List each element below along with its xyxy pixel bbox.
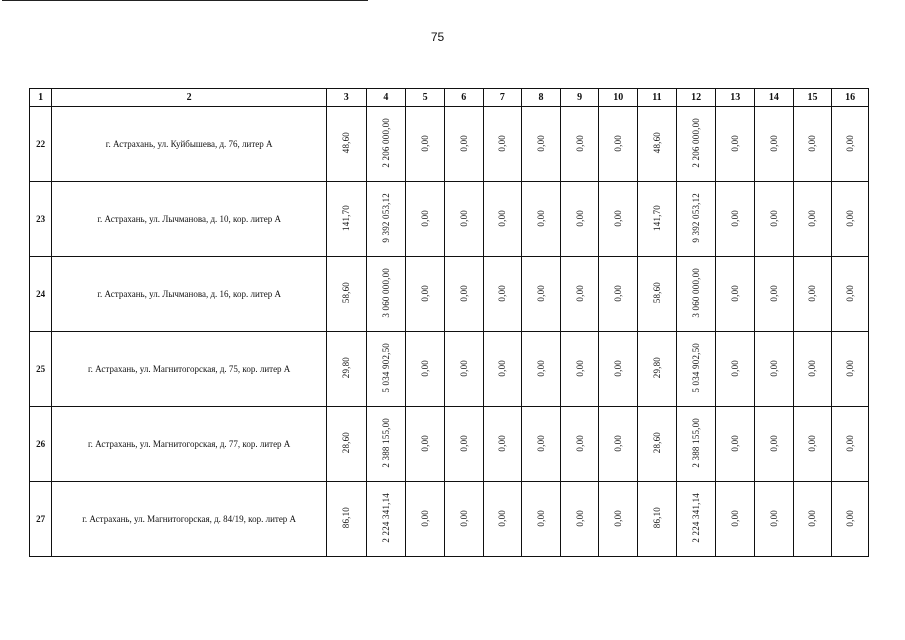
- value-c7: 0,00: [497, 209, 508, 227]
- value-c10: 0,00: [613, 509, 624, 527]
- value-c10: 0,00: [613, 284, 624, 302]
- value-c7: 0,00: [497, 434, 508, 452]
- value-c3: 141,70: [341, 205, 352, 231]
- value-cell: [483, 332, 522, 407]
- value-c5: 0,00: [420, 359, 431, 377]
- value-cell: [793, 257, 832, 332]
- value-c14: 0,00: [768, 209, 779, 227]
- value-c10: 0,00: [613, 134, 624, 152]
- value-cell: [599, 482, 638, 557]
- value-c3: 28,60: [341, 432, 352, 454]
- value-c7: 0,00: [497, 509, 508, 527]
- value-c6: 0,00: [458, 284, 469, 302]
- value-c9: 0,00: [574, 134, 585, 152]
- row-number: 23: [30, 182, 52, 257]
- value-c16: 0,00: [845, 509, 856, 527]
- value-c12: 2 206 000,00: [691, 118, 702, 168]
- value-cell: [522, 107, 561, 182]
- value-cell: [483, 107, 522, 182]
- value-c15: 0,00: [807, 359, 818, 377]
- value-c14: 0,00: [768, 284, 779, 302]
- value-c5: 0,00: [420, 209, 431, 227]
- value-c16: 0,00: [845, 209, 856, 227]
- value-cell: [326, 257, 366, 332]
- value-cell: [638, 482, 677, 557]
- value-cell: [599, 182, 638, 257]
- value-c16: 0,00: [845, 359, 856, 377]
- value-cell: [716, 257, 755, 332]
- value-cell: [793, 482, 832, 557]
- value-c14: 0,00: [768, 134, 779, 152]
- value-c15: 0,00: [807, 134, 818, 152]
- value-cell: [522, 182, 561, 257]
- col-header: 11: [638, 89, 677, 107]
- value-cell: [483, 182, 522, 257]
- page-number: 75: [430, 30, 445, 44]
- value-cell: [326, 482, 366, 557]
- value-c15: 0,00: [807, 509, 818, 527]
- value-c10: 0,00: [613, 209, 624, 227]
- value-cell: [366, 407, 406, 482]
- value-c4: 2 224 341,14: [380, 493, 391, 543]
- value-c12: 5 034 902,50: [691, 343, 702, 393]
- value-c11: 29,80: [651, 357, 662, 379]
- table-row: [30, 257, 869, 332]
- value-c5: 0,00: [420, 434, 431, 452]
- value-cell: [755, 407, 794, 482]
- value-cell: [406, 182, 445, 257]
- value-cell: [326, 107, 366, 182]
- value-cell: [366, 332, 406, 407]
- value-c3: 48,60: [341, 132, 352, 154]
- col-header: 2: [52, 89, 327, 107]
- value-cell: [638, 182, 677, 257]
- value-cell: [832, 107, 869, 182]
- value-c4: 3 060 000,00: [380, 268, 391, 318]
- col-header: 5: [406, 89, 445, 107]
- value-c16: 0,00: [845, 134, 856, 152]
- value-cell: [560, 107, 599, 182]
- value-cell: [326, 332, 366, 407]
- value-cell: [599, 107, 638, 182]
- table-row: [30, 182, 869, 257]
- value-c8: 0,00: [535, 434, 546, 452]
- value-c13: 0,00: [730, 134, 741, 152]
- value-cell: [366, 482, 406, 557]
- value-c13: 0,00: [730, 509, 741, 527]
- value-cell: [638, 257, 677, 332]
- value-cell: [755, 332, 794, 407]
- value-c15: 0,00: [807, 284, 818, 302]
- value-cell: [560, 257, 599, 332]
- value-c15: 0,00: [807, 434, 818, 452]
- value-c3: 58,60: [341, 282, 352, 304]
- value-cell: [755, 482, 794, 557]
- value-cell: [522, 332, 561, 407]
- value-cell: [560, 182, 599, 257]
- value-c9: 0,00: [574, 509, 585, 527]
- value-cell: [366, 107, 406, 182]
- header-row: [30, 89, 869, 107]
- value-c6: 0,00: [458, 134, 469, 152]
- value-c12: 3 060 000,00: [691, 268, 702, 318]
- value-c9: 0,00: [574, 359, 585, 377]
- value-cell: [716, 107, 755, 182]
- col-header: 14: [755, 89, 794, 107]
- value-cell: [444, 257, 483, 332]
- value-c12: 2 224 341,14: [691, 493, 702, 543]
- value-cell: [560, 482, 599, 557]
- value-c13: 0,00: [730, 359, 741, 377]
- value-c11: 141,70: [651, 205, 662, 231]
- value-c14: 0,00: [768, 359, 779, 377]
- value-c8: 0,00: [535, 134, 546, 152]
- value-c4: 2 206 000,00: [380, 118, 391, 168]
- value-cell: [793, 332, 832, 407]
- col-header: 4: [366, 89, 406, 107]
- address-cell: г. Астрахань, ул. Магнитогорская, д. 75, кор. литер А: [52, 332, 327, 407]
- value-c8: 0,00: [535, 284, 546, 302]
- value-c6: 0,00: [458, 509, 469, 527]
- value-cell: [366, 257, 406, 332]
- row-number: 26: [30, 407, 52, 482]
- value-c4: 5 034 902,50: [380, 343, 391, 393]
- value-cell: [793, 107, 832, 182]
- register-table: [29, 88, 869, 557]
- col-header: 15: [793, 89, 832, 107]
- value-c11: 28,60: [651, 432, 662, 454]
- value-c14: 0,00: [768, 509, 779, 527]
- value-c14: 0,00: [768, 434, 779, 452]
- value-cell: [638, 407, 677, 482]
- value-cell: [832, 257, 869, 332]
- value-cell: [832, 407, 869, 482]
- address-cell: г. Астрахань, ул. Куйбышева, д. 76, литер А: [52, 107, 327, 182]
- value-cell: [326, 182, 366, 257]
- value-cell: [522, 257, 561, 332]
- value-c16: 0,00: [845, 434, 856, 452]
- row-number: 24: [30, 257, 52, 332]
- address-cell: г. Астрахань, ул. Лычманова, д. 10, кор. литер А: [52, 182, 327, 257]
- value-cell: [444, 407, 483, 482]
- value-cell: [755, 107, 794, 182]
- col-header: 3: [326, 89, 366, 107]
- col-header: 6: [444, 89, 483, 107]
- value-c13: 0,00: [730, 434, 741, 452]
- value-c15: 0,00: [807, 209, 818, 227]
- value-cell: [560, 332, 599, 407]
- value-c10: 0,00: [613, 434, 624, 452]
- value-cell: [638, 107, 677, 182]
- value-c5: 0,00: [420, 284, 431, 302]
- value-cell: [676, 482, 716, 557]
- value-c9: 0,00: [574, 284, 585, 302]
- table-row: [30, 482, 869, 557]
- col-header: 16: [832, 89, 869, 107]
- value-cell: [716, 182, 755, 257]
- value-cell: [832, 332, 869, 407]
- value-c12: 2 388 155,00: [691, 418, 702, 468]
- value-c6: 0,00: [458, 434, 469, 452]
- value-cell: [832, 182, 869, 257]
- value-c4: 9 392 053,12: [380, 193, 391, 243]
- value-cell: [406, 107, 445, 182]
- value-c8: 0,00: [535, 359, 546, 377]
- table-row: [30, 332, 869, 407]
- value-c13: 0,00: [730, 284, 741, 302]
- value-c7: 0,00: [497, 134, 508, 152]
- value-c12: 9 392 053,12: [691, 193, 702, 243]
- value-cell: [599, 332, 638, 407]
- value-cell: [676, 182, 716, 257]
- value-cell: [560, 407, 599, 482]
- value-cell: [755, 257, 794, 332]
- value-c4: 2 388 155,00: [380, 418, 391, 468]
- value-c8: 0,00: [535, 209, 546, 227]
- value-cell: [522, 482, 561, 557]
- value-c3: 29,80: [341, 357, 352, 379]
- value-c7: 0,00: [497, 284, 508, 302]
- value-c5: 0,00: [420, 509, 431, 527]
- value-cell: [406, 332, 445, 407]
- value-c6: 0,00: [458, 359, 469, 377]
- value-cell: [483, 257, 522, 332]
- value-c9: 0,00: [574, 434, 585, 452]
- value-cell: [676, 407, 716, 482]
- value-c5: 0,00: [420, 134, 431, 152]
- value-cell: [716, 482, 755, 557]
- address-cell: г. Астрахань, ул. Магнитогорская, д. 84/19, кор. литер А: [52, 482, 327, 557]
- value-cell: [676, 107, 716, 182]
- row-number: 27: [30, 482, 52, 557]
- col-header: 12: [676, 89, 716, 107]
- value-cell: [755, 182, 794, 257]
- value-c10: 0,00: [613, 359, 624, 377]
- value-c13: 0,00: [730, 209, 741, 227]
- value-cell: [406, 257, 445, 332]
- table-row: [30, 107, 869, 182]
- value-cell: [832, 482, 869, 557]
- row-number: 25: [30, 332, 52, 407]
- value-cell: [326, 407, 366, 482]
- value-cell: [483, 407, 522, 482]
- col-header: 1: [30, 89, 52, 107]
- value-c8: 0,00: [535, 509, 546, 527]
- value-cell: [366, 182, 406, 257]
- value-c3: 86,10: [341, 507, 352, 529]
- value-cell: [638, 332, 677, 407]
- row-number: 22: [30, 107, 52, 182]
- table-row: [30, 407, 869, 482]
- value-cell: [406, 482, 445, 557]
- address-cell: г. Астрахань, ул. Магнитогорская, д. 77, кор. литер А: [52, 407, 327, 482]
- value-cell: [406, 407, 445, 482]
- value-c9: 0,00: [574, 209, 585, 227]
- address-cell: г. Астрахань, ул. Лычманова, д. 16, кор. литер А: [52, 257, 327, 332]
- value-cell: [676, 257, 716, 332]
- value-cell: [522, 407, 561, 482]
- value-cell: [444, 107, 483, 182]
- col-header: 13: [716, 89, 755, 107]
- value-cell: [444, 182, 483, 257]
- value-c11: 48,60: [651, 132, 662, 154]
- col-header: 7: [483, 89, 522, 107]
- value-cell: [676, 332, 716, 407]
- value-c16: 0,00: [845, 284, 856, 302]
- value-cell: [444, 482, 483, 557]
- col-header: 10: [599, 89, 638, 107]
- value-cell: [793, 182, 832, 257]
- value-cell: [483, 482, 522, 557]
- value-c6: 0,00: [458, 209, 469, 227]
- value-cell: [716, 332, 755, 407]
- col-header: 9: [560, 89, 599, 107]
- value-cell: [599, 257, 638, 332]
- value-c11: 86,10: [651, 507, 662, 529]
- top-rule: [2, 0, 368, 1]
- value-c11: 58,60: [651, 282, 662, 304]
- value-cell: [716, 407, 755, 482]
- value-c7: 0,00: [497, 359, 508, 377]
- col-header: 8: [522, 89, 561, 107]
- value-cell: [444, 332, 483, 407]
- value-cell: [599, 407, 638, 482]
- value-cell: [793, 407, 832, 482]
